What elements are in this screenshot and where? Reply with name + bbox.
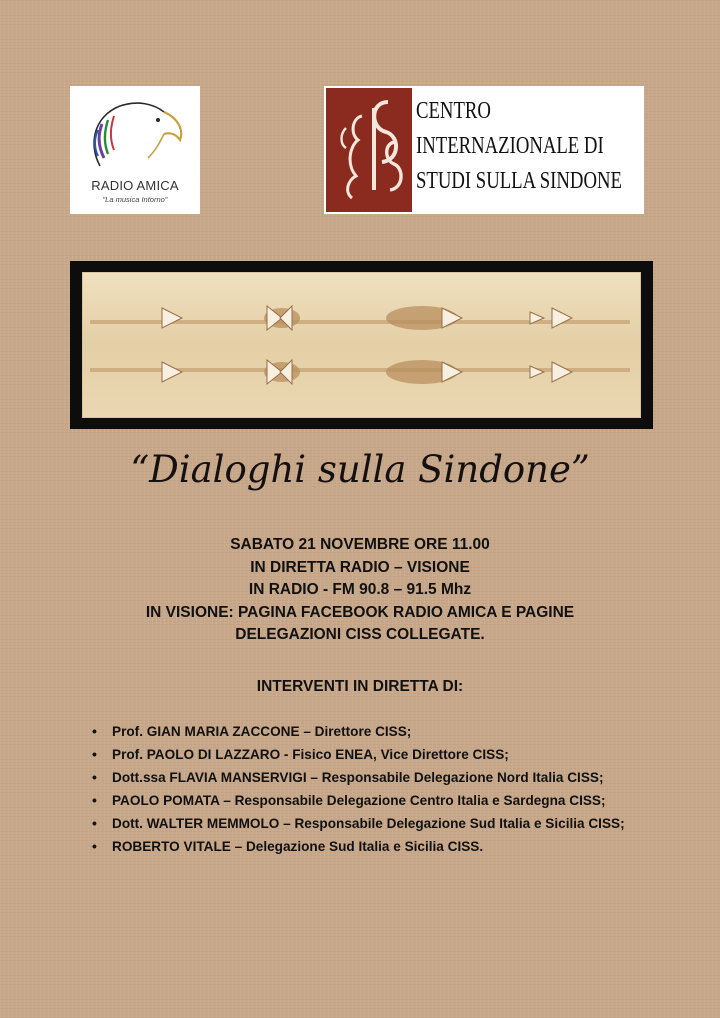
shroud-cloth [82,272,641,418]
radio-amica-tagline: "La musica Intorno" [102,195,168,204]
eagle-head-icon [80,94,190,178]
speakers-list [92,720,652,858]
event-date: SABATO 21 NOVEMBRE ORE 11.00 [230,536,490,553]
list-item: • ROBERTO VITALE – Delegazione Sud Italia e Sicilia CISS. [92,835,652,858]
event-streaming-1: IN VISIONE: PAGINA FACEBOOK RADIO AMICA E PAGINE [145,603,575,621]
interventi-heading: INTERVENTI IN DIRETTA DI: [256,678,464,695]
ciss-mark [326,88,412,212]
ciss-name [416,94,622,199]
event-info [0,534,720,647]
list-item: • Dott. WALTER MEMMOLO – Responsabile Delegazione Sud Italia e Sicilia CISS; [92,812,652,835]
ciss-monogram-icon [326,88,412,212]
event-broadcast: IN DIRETTA RADIO – VISIONE [250,558,470,576]
event-radio-frequency: IN RADIO - FM 90.8 – 91.5 Mhz [248,581,472,598]
list-item: • Prof. PAOLO DI LAZZARO - Fisico ENEA, Vice Direttore CISS; [92,743,652,766]
event-title: “Dialoghi sulla Sindone” [130,448,590,491]
list-item: • Dott.ssa FLAVIA MANSERVIGI – Responsabile Delegazione Nord Italia CISS; [92,766,652,789]
ciss-line-1: CENTRO [416,98,491,124]
list-item: • PAOLO POMATA – Responsabile Delegazione Centro Italia e Sardegna CISS; [92,789,652,812]
radio-amica-name: RADIO AMICA [91,178,179,193]
radio-amica-logo [70,86,200,214]
ciss-logo [324,86,644,214]
ciss-line-2: INTERNAZIONALE DI [416,133,604,159]
shroud-image [70,261,653,429]
list-item: • Prof. GIAN MARIA ZACCONE – Direttore CISS; [92,720,652,743]
ciss-line-3: STUDI SULLA SINDONE [416,168,622,194]
event-streaming-2: DELEGAZIONI CISS COLLEGATE. [235,626,485,643]
